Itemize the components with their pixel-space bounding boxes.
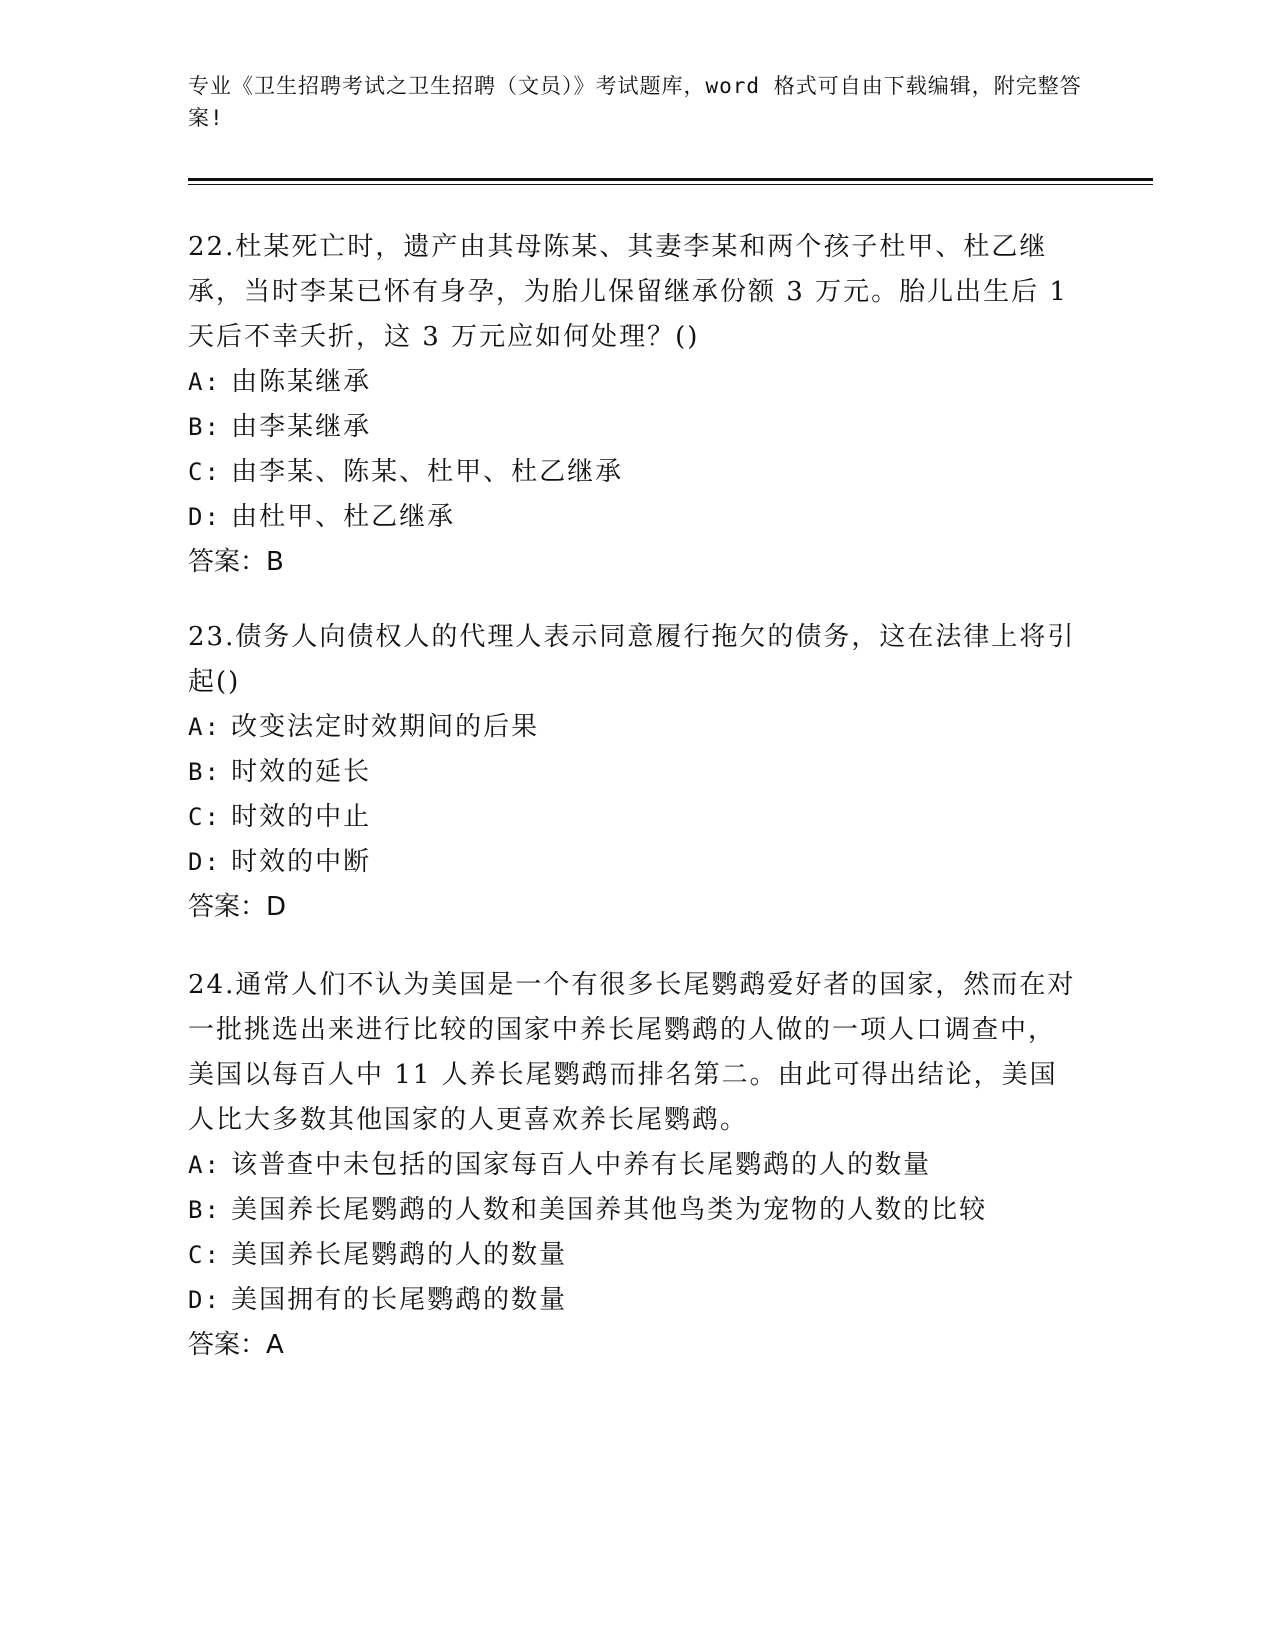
option-a — [188, 1143, 1078, 1188]
option-c — [188, 450, 1078, 495]
option-text: 美国拥有的长尾鹦鹉的数量 — [231, 1285, 568, 1315]
option-text: 由杜甲、杜乙继承 — [231, 502, 456, 532]
option-c — [188, 1233, 1078, 1278]
option-text: 时效的中断 — [231, 847, 372, 877]
answer-line: 答案：A — [188, 1330, 284, 1360]
option-a — [188, 705, 1078, 750]
option-text: 该普查中未包括的国家每百人中养有长尾鹦鹉的人的数量 — [231, 1150, 932, 1180]
question-text: 22.杜某死亡时，遗产由其母陈某、其妻李某和两个孩子杜甲、杜乙继承，当时李某已怀有身孕，为胎儿保留继承份额 3 万元。胎儿出生后 1 天后不幸夭折，这 3 万元应如何处理？() — [188, 232, 1068, 352]
option-letter: C: — [188, 1241, 221, 1269]
option-letter: C: — [188, 803, 221, 831]
option-letter: A: — [188, 713, 221, 741]
option-letter: D: — [188, 848, 221, 876]
question-text: 24.通常人们不认为美国是一个有很多长尾鹦鹉爱好者的国家，然而在对一批挑选出来进行比较的国家中养长尾鹦鹉的人做的一项人口调查中，美国以每百人中 11 人养长尾鹦鹉而排名第二。由此可得出结论，美国人比大多数其他国家的人更喜欢养长尾鹦鹉。 — [188, 970, 1076, 1135]
option-d — [188, 1278, 1078, 1323]
question-23 — [188, 615, 1078, 930]
option-b — [188, 405, 1078, 450]
option-d — [188, 495, 1078, 540]
question-text: 23.债务人向债权人的代理人表示同意履行拖欠的债务，这在法律上将引起() — [188, 622, 1076, 697]
header-divider-thick — [188, 178, 1153, 181]
option-letter: D: — [188, 503, 221, 531]
option-letter: A: — [188, 1151, 221, 1179]
document-header: 专业《卫生招聘考试之卫生招聘（文员）》考试题库，word 格式可自由下载编辑，附完整答案! — [188, 74, 1082, 130]
option-d — [188, 840, 1078, 885]
answer-line: 答案：D — [188, 892, 287, 922]
option-letter: B: — [188, 758, 221, 786]
option-letter: D: — [188, 1286, 221, 1314]
option-b — [188, 1188, 1078, 1233]
question-24 — [188, 963, 1078, 1368]
option-letter: C: — [188, 458, 221, 486]
header-divider-thin — [188, 184, 1153, 185]
question-22 — [188, 225, 1078, 585]
option-text: 由陈某继承 — [231, 367, 372, 397]
option-c — [188, 795, 1078, 840]
option-letter: B: — [188, 413, 221, 441]
answer-line: 答案：B — [188, 547, 284, 577]
option-text: 改变法定时效期间的后果 — [231, 712, 540, 742]
option-text: 美国养长尾鹦鹉的人数和美国养其他鸟类为宠物的人数的比较 — [231, 1195, 988, 1225]
option-letter: A: — [188, 368, 221, 396]
option-text: 美国养长尾鹦鹉的人的数量 — [231, 1240, 568, 1270]
option-b — [188, 750, 1078, 795]
option-text: 时效的中止 — [231, 802, 372, 832]
option-a — [188, 360, 1078, 405]
option-letter: B: — [188, 1196, 221, 1224]
option-text: 由李某继承 — [231, 412, 372, 442]
option-text: 由李某、陈某、杜甲、杜乙继承 — [231, 457, 624, 487]
option-text: 时效的延长 — [231, 757, 372, 787]
